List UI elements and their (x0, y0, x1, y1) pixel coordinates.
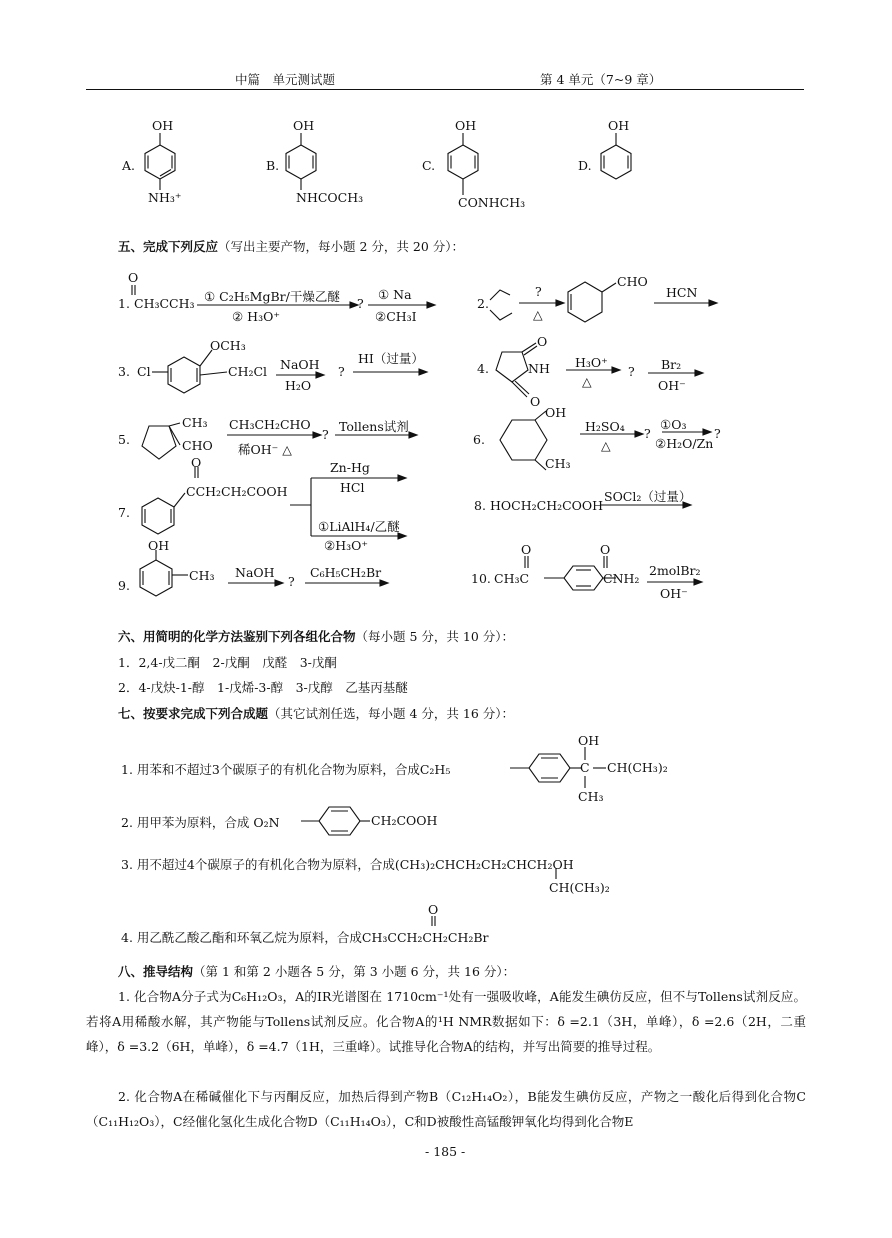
r2-number: 2. (477, 296, 489, 311)
r1-step1-top: ① C₂H₅MgBr/干燥乙醚 (204, 289, 340, 304)
r4-number: 4. (477, 361, 489, 376)
r1-carbonyl-o: O (128, 270, 139, 285)
r6-product: ? (714, 426, 721, 441)
section8-problem2: 2. 化合物A在稀碱催化下与丙酮反应，加热后得到产物B（C₁₂H₁₄O₂），B能发生碘仿反应，产物之一酸化后得到化合物C（C₁₁H₁₂O₃），C经催化氢化生成化合物D（C₁₁H₁₄O₃），C和D被酸性高锰酸钾氧化均得到化合物E (86, 1089, 806, 1129)
option-a-oh: OH (152, 118, 174, 133)
s7q1-c: C (580, 760, 590, 775)
r1-intermediate: ? (357, 296, 364, 311)
section6-item: 1．2,4-戊二酮 2-戊酮 戊醛 3-戊酮 (118, 655, 337, 670)
r2-arrow-bottom: △ (533, 307, 543, 322)
header-left: 中篇 单元测试题 (235, 72, 336, 87)
option-b-label: B. (266, 158, 280, 173)
s7q3-branch: CH(CH₃)₂ (549, 880, 610, 895)
r5-cho: CHO (182, 438, 213, 453)
r4-o-bottom: O (530, 394, 541, 409)
r7-upper-bottom: HCl (340, 480, 365, 495)
r7-chain: CCH₂CH₂COOH (186, 484, 288, 499)
r10-number: 10. (471, 571, 491, 586)
option-d-oh: OH (608, 118, 630, 133)
s7q1-ch3: CH₃ (578, 789, 604, 804)
page-number: - 185 - (425, 1144, 466, 1159)
r3-ch2cl: CH₂Cl (228, 364, 268, 379)
r10-o1: O (521, 542, 532, 557)
r6-arrow2-bottom: ②H₂O/Zn (655, 436, 714, 451)
r3-och3: OCH₃ (210, 338, 246, 353)
r9-arrow1-top: NaOH (235, 565, 275, 580)
r6-arrow1-bottom: △ (601, 438, 611, 453)
r10-o2: O (600, 542, 611, 557)
r1-substrate: CH₃CCH₃ (134, 296, 195, 311)
r6-intermediate: ? (644, 426, 651, 441)
option-c-ring (448, 133, 478, 195)
r2-reagent: HCN (666, 285, 698, 300)
r4-arrow1-top: H₃O⁺ (575, 355, 608, 370)
option-c-label: C. (422, 158, 436, 173)
r3-arrow1-top: NaOH (280, 357, 320, 372)
s7q1-right: CH(CH₃)₂ (607, 760, 668, 775)
r8-substrate: HOCH₂CH₂COOH (490, 498, 604, 513)
r10-arrow-bottom: OH⁻ (660, 586, 688, 601)
r7-number: 7. (118, 505, 130, 520)
option-b-ring (286, 133, 316, 190)
r5-arrow1-top: CH₃CH₂CHO (229, 417, 311, 432)
r6-arrow1-top: H₂SO₄ (585, 419, 625, 434)
r1-step1-bottom: ② H₃O⁺ (232, 309, 280, 324)
r1-step2-top: ① Na (378, 287, 412, 302)
r8-arrow-top: SOCl₂（过量） (604, 489, 692, 504)
r5-arrow1-bottom: 稀OH⁻ △ (238, 442, 292, 457)
r4-nh: NH (528, 361, 550, 376)
r2-cho: CHO (617, 274, 648, 289)
s7q4-text: 4. 用乙酰乙酸乙酯和环氧乙烷为原料，合成CH₃CCH₂CH₂CH₂Br (121, 930, 489, 945)
r9-oh: OH (148, 538, 170, 553)
r10-left: CH₃C (494, 571, 530, 586)
section5-heading: 五、完成下列反应（写出主要产物，每小题 2 分，共 20 分）： (118, 239, 465, 254)
r4-arrow2-top: Br₂ (661, 357, 682, 372)
r9-number: 9. (118, 578, 130, 593)
s7q3-text: 3. 用不超过4个碳原子的有机化合物为原料，合成(CH₃)₂CHCH₂CH₂CHCH₂OH (121, 857, 574, 872)
r6-ch3: CH₃ (545, 456, 571, 471)
r1-number: 1. (118, 296, 130, 311)
r3-arrow1-bottom: H₂O (285, 378, 312, 393)
option-a-ring (145, 133, 175, 190)
s7q1-text: 1. 用苯和不超过3个碳原子的有机化合物为原料，合成C₂H₅ (121, 762, 451, 777)
r3-intermediate: ? (338, 364, 345, 379)
r3-cl: Cl (137, 364, 151, 379)
section6-heading: 六、用简明的化学方法鉴别下列各组化合物（每小题 5 分，共 10 分）： (118, 629, 515, 644)
r7-lower-bottom: ②H₃O⁺ (324, 538, 368, 553)
r9-intermediate: ? (288, 574, 295, 589)
r5-intermediate: ? (322, 427, 329, 442)
r4-arrow1-bottom: △ (582, 374, 592, 389)
r8-number: 8. (474, 498, 486, 513)
option-c-substituent: CONHCH₃ (458, 195, 526, 210)
r1-step2-bottom: ②CH₃I (375, 309, 417, 324)
option-c-oh: OH (455, 118, 477, 133)
section8-problem1: 1. 化合物A分子式为C₆H₁₂O₃，A的IR光谱图在 1710cm⁻¹处有一强吸收峰，A能发生碘仿反应，但不与Tollens试剂反应。若将A用稀酸水解，其产物能与Tollens试剂反应。化合物A的¹H NMR数据如下：δ =2.1（3H，单峰），δ =2.6（2H，二重峰），δ =3.2（6H，单峰），δ =4.7（1H，三重峰）。试推导化合物A的结构，并写出简要的推导过程。 (86, 989, 806, 1054)
r10-arrow-top: 2molBr₂ (649, 563, 701, 578)
r4-o-top: O (537, 334, 548, 349)
s7q4-o: O (428, 902, 439, 917)
option-a-substituent: NH₃⁺ (148, 190, 182, 205)
r6-number: 6. (473, 432, 485, 447)
s7q2-text: 2. 用甲苯为原料，合成 O₂N (121, 815, 280, 830)
r6-arrow2-top: ①O₃ (660, 417, 687, 432)
r3-number: 3. (118, 364, 130, 379)
option-d-label: D. (578, 158, 592, 173)
r5-ch3: CH₃ (182, 415, 208, 430)
option-b-oh: OH (293, 118, 315, 133)
r5-arrow2-top: Tollens试剂 (339, 419, 409, 434)
r7-lower-top: ①LiAlH₄/乙醚 (318, 519, 400, 534)
r4-intermediate: ? (628, 364, 635, 379)
option-a-label: A. (122, 158, 136, 173)
s7q1-oh: OH (578, 733, 600, 748)
r10-right: CNH₂ (603, 571, 640, 586)
header-right: 第 4 单元（7~9 章） (540, 72, 662, 87)
r7-carbonyl-o: O (191, 455, 202, 470)
s7q2-right: CH₂COOH (371, 813, 438, 828)
r9-arrow2-top: C₆H₅CH₂Br (310, 565, 382, 580)
option-b-substituent: NHCOCH₃ (296, 190, 364, 205)
section6-item: 2．4-戊炔-1-醇 1-戊烯-3-醇 3-戊醇 乙基丙基醚 (118, 680, 408, 695)
r9-ch3: CH₃ (189, 568, 215, 583)
section7-heading: 七、按要求完成下列合成题（其它试剂任选，每小题 4 分，共 16 分）： (118, 706, 515, 721)
option-d-ring (601, 133, 631, 179)
r5-number: 5. (118, 432, 130, 447)
r3-arrow2-top: HI（过量） (358, 351, 424, 366)
r4-arrow2-bottom: OH⁻ (658, 378, 686, 393)
r2-arrow-top: ? (535, 284, 542, 299)
r6-oh: OH (545, 405, 567, 420)
section8-heading: 八、推导结构（第 1 和第 2 小题各 5 分，第 3 小题 6 分，共 16 分）： (118, 964, 516, 979)
r7-upper-top: Zn-Hg (330, 460, 370, 475)
